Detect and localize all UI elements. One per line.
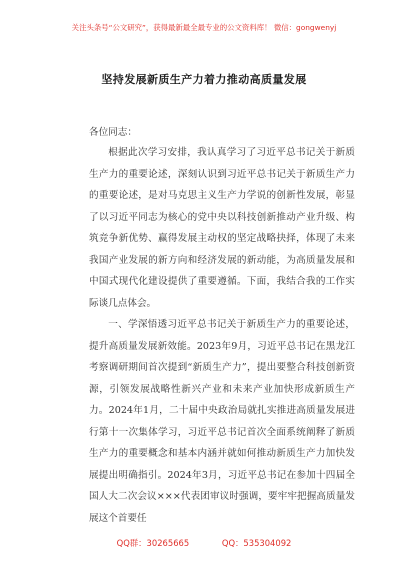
- paragraph-1: 根据此次学习安排，我认真学习了习近平总书记关于新质生产力的重要论述，深刻认识到习近平总书记关于新质生产力的重要论述，是对马克思主义生产力学说的创新性发展，彰显了以习近平同志为核心的党中央以科技创新推动产业升级、构筑竞争新优势、赢得发展主动权的坚定战略抉择，体现了未来我国产业发展的新方向和经济发展的新动能，为高质量发展和中国式现代化建设提供了重要遵循。下面，我结合我的工作实际谈几点体会。: [89, 147, 355, 309]
- qq-group-number: QQ群：30265665: [116, 538, 190, 548]
- paragraph-2: 一、学深悟透习近平总书记关于新质生产力的重要论述，提升高质量发展新效能。2023年9月，习近平总书记在黑龙江考察调研期间首次提到“新质生产力”，提出要整合科技创新资源，引领发展战略性新兴产业和未来产业加快形成新质生产力。2024年1月，二十届中央政治局就扎实推进高质量发展进行第十一次集体学习，习近平总书记首次全面系统阐释了新质生产力的重要概念和基本内涵并就如何推动新质生产力加快发展提出明确指引。2024年3月，习近平总书记在参加十四届全国人大二次会议×××代表团审议时强调，要牢牢把握高质量发展这个首要任: [89, 319, 355, 524]
- salutation: 各位同志：: [89, 127, 137, 138]
- qq-number: QQ：535304092: [221, 538, 292, 548]
- promo-banner: 关注头条号“公文研究”，获得最新最全最专业的公文资料库！ 微信：gongwenyj: [71, 23, 337, 32]
- document-title: 坚持发展新质生产力着力推动高质量发展: [101, 73, 307, 86]
- contact-footer: [0, 537, 408, 549]
- document-body: [89, 142, 355, 529]
